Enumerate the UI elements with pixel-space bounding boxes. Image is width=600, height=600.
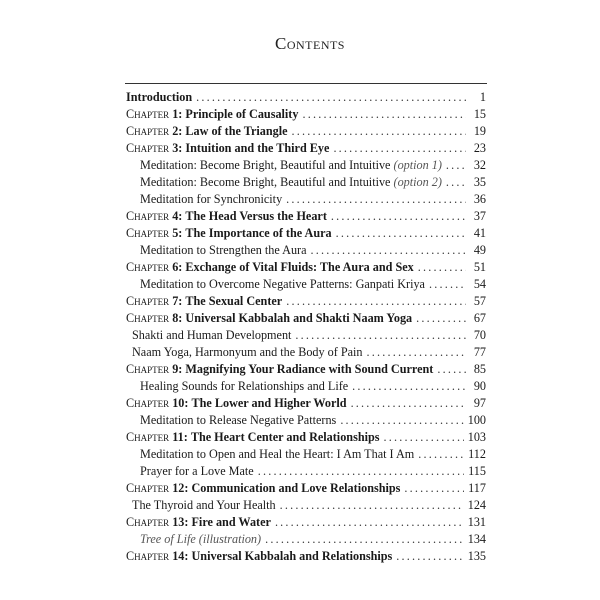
entry-title: Magnifying Your Radiance with Sound Current [185, 362, 434, 376]
entry-label [126, 548, 392, 565]
page-number: 97 [473, 396, 486, 410]
entry-label [126, 310, 412, 327]
table-of-contents [126, 89, 486, 565]
page-number: 37 [473, 209, 486, 223]
toc-entry-chapter[interactable] [126, 429, 486, 446]
page-number: 85 [473, 362, 486, 376]
dot-leader [437, 361, 466, 378]
page-number: 1 [479, 90, 486, 104]
dot-leader [333, 140, 466, 157]
entry-label [140, 446, 414, 463]
chapter-word: Chapter [126, 481, 170, 495]
entry-title: Meditation: Become Bright, Beautiful and Intuitive [140, 158, 391, 172]
page-number: 135 [467, 549, 486, 563]
page-number: 90 [473, 379, 486, 393]
dot-leader [336, 225, 466, 242]
dot-leader [311, 242, 466, 259]
toc-entry[interactable] [126, 463, 486, 480]
dot-leader [340, 412, 463, 429]
entry-title: Meditation for Synchronicity [140, 192, 283, 206]
page-number: 49 [473, 243, 486, 257]
dot-leader [286, 191, 466, 208]
chapter-word: Chapter [126, 107, 170, 121]
toc-entry[interactable] [126, 191, 486, 208]
dot-leader [302, 106, 466, 123]
page-number: 36 [473, 192, 486, 206]
entry-title: Universal Kabbalah and Relationships [191, 549, 393, 563]
dot-leader [418, 446, 464, 463]
dot-leader [295, 327, 466, 344]
chapter-number: 11: [172, 430, 188, 444]
entry-title: Communication and Love Relationships [191, 481, 401, 495]
chapter-number: 2: [172, 124, 183, 138]
toc-entry[interactable] [126, 276, 486, 293]
toc-entry-chapter[interactable] [126, 106, 486, 123]
entry-title: The Sexual Center [185, 294, 283, 308]
entry-label [126, 480, 400, 497]
entry-title: Shakti and Human Development [132, 328, 292, 342]
dot-leader [331, 208, 466, 225]
entry-label [126, 106, 298, 123]
toc-entry-chapter[interactable] [126, 225, 486, 242]
chapter-word: Chapter [126, 226, 170, 240]
page-number: 32 [473, 158, 486, 172]
chapter-number: 1: [172, 107, 183, 121]
entry-label [140, 242, 307, 259]
toc-entry[interactable] [126, 242, 486, 259]
chapter-number: 3: [172, 141, 183, 155]
dot-leader [275, 514, 464, 531]
chapter-word: Chapter [126, 209, 170, 223]
entry-title: Prayer for a Love Mate [140, 464, 254, 478]
toc-entry[interactable] [126, 497, 486, 514]
entry-note: (option 2) [393, 175, 442, 189]
toc-entry-chapter[interactable] [126, 293, 486, 310]
title-rule [125, 83, 487, 84]
chapter-word: Chapter [126, 396, 170, 410]
entry-title: Intuition and the Third Eye [185, 141, 330, 155]
page-number: 57 [473, 294, 486, 308]
entry-title: The Head Versus the Heart [185, 209, 327, 223]
dot-leader [352, 378, 466, 395]
toc-entry[interactable] [126, 446, 486, 463]
chapter-number: 14: [172, 549, 189, 563]
toc-entry[interactable] [126, 531, 486, 548]
chapter-number: 10: [172, 396, 189, 410]
entry-label [126, 514, 271, 531]
entry-label [140, 157, 442, 174]
entry-label [140, 412, 336, 429]
entry-label [126, 225, 332, 242]
toc-entry[interactable] [126, 412, 486, 429]
toc-entry[interactable] [126, 327, 486, 344]
chapter-word: Chapter [126, 311, 170, 325]
chapter-number: 9: [172, 362, 183, 376]
page-number: 41 [473, 226, 486, 240]
chapter-number: 6: [172, 260, 183, 274]
dot-leader [446, 174, 466, 191]
dot-leader [404, 480, 464, 497]
entry-title: The Importance of the Aura [185, 226, 332, 240]
dot-leader [384, 429, 464, 446]
entry-title: Introduction [126, 90, 193, 104]
entry-label [132, 327, 291, 344]
chapter-word: Chapter [126, 124, 170, 138]
entry-label [140, 276, 425, 293]
entry-title: Meditation to Strengthen the Aura [140, 243, 307, 257]
entry-title: The Heart Center and Relationships [190, 430, 380, 444]
chapter-word: Chapter [126, 362, 170, 376]
toc-entry-chapter[interactable] [126, 123, 486, 140]
chapter-number: 5: [172, 226, 183, 240]
page-number: 51 [473, 260, 486, 274]
page-number: 103 [467, 430, 486, 444]
chapter-number: 7: [172, 294, 183, 308]
page-number: 15 [473, 107, 486, 121]
entry-label [126, 361, 433, 378]
entry-title: Meditation to Release Negative Patterns [140, 413, 337, 427]
chapter-number: 8: [172, 311, 183, 325]
chapter-word: Chapter [126, 294, 170, 308]
entry-title: The Thyroid and Your Health [132, 498, 276, 512]
entry-title: Principle of Causality [185, 107, 299, 121]
dot-leader [367, 344, 466, 361]
entry-title: Meditation to Overcome Negative Patterns: Ganpati Kriya [140, 277, 425, 291]
entry-title: Healing Sounds for Relationships and Life [140, 379, 349, 393]
dot-leader [416, 310, 466, 327]
entry-title: Exchange of Vital Fluids: The Aura and Sex [185, 260, 414, 274]
chapter-word: Chapter [126, 260, 170, 274]
entry-label [132, 344, 363, 361]
page-number: 100 [467, 413, 486, 427]
entry-label [126, 123, 288, 140]
entry-label [132, 497, 276, 514]
entry-title: Meditation to Open and Heal the Heart: I Am That I Am [140, 447, 415, 461]
dot-leader [292, 123, 466, 140]
dot-leader [396, 548, 463, 565]
toc-entry[interactable] [126, 157, 486, 174]
dot-leader [351, 395, 466, 412]
chapter-number: 12: [172, 481, 189, 495]
dot-leader [258, 463, 464, 480]
page-number: 19 [473, 124, 486, 138]
toc-entry-chapter[interactable] [126, 140, 486, 157]
entry-label [140, 174, 442, 191]
toc-entry-chapter[interactable] [126, 395, 486, 412]
toc-entry[interactable] [126, 344, 486, 361]
entry-label [126, 140, 329, 157]
entry-label [126, 395, 347, 412]
page-title: Contents [274, 34, 345, 53]
chapter-word: Chapter [126, 515, 170, 529]
entry-label [126, 89, 192, 106]
entry-label [126, 429, 380, 446]
toc-entry[interactable] [126, 89, 486, 106]
page-number: 54 [473, 277, 486, 291]
entry-label [126, 259, 414, 276]
entry-title: Naam Yoga, Harmonyum and the Body of Pain [132, 345, 363, 359]
chapter-word: Chapter [126, 549, 170, 563]
entry-label [126, 208, 327, 225]
toc-entry-chapter[interactable] [126, 514, 486, 531]
entry-label [126, 293, 282, 310]
dot-leader [286, 293, 466, 310]
toc-entry-chapter[interactable] [126, 548, 486, 565]
dot-leader [429, 276, 466, 293]
entry-label [140, 191, 282, 208]
page-number: 35 [473, 175, 486, 189]
page-number: 77 [473, 345, 486, 359]
entry-title: Meditation: Become Bright, Beautiful and Intuitive [140, 175, 391, 189]
chapter-word: Chapter [126, 430, 170, 444]
entry-title: Universal Kabbalah and Shakti Naam Yoga [185, 311, 413, 325]
chapter-number: 4: [172, 209, 183, 223]
page-number: 112 [468, 447, 486, 461]
entry-note: (option 1) [393, 158, 442, 172]
toc-entry[interactable] [126, 174, 486, 191]
toc-entry[interactable] [126, 378, 486, 395]
chapter-word: Chapter [126, 141, 170, 155]
dot-leader [418, 259, 466, 276]
toc-entry-chapter[interactable] [126, 310, 486, 327]
chapter-number: 13: [172, 515, 189, 529]
entry-title: Law of the Triangle [185, 124, 288, 138]
page-number: 67 [473, 311, 486, 325]
page-number: 134 [467, 532, 486, 546]
entry-label [140, 531, 261, 548]
page-number: 115 [468, 464, 486, 478]
page-number: 23 [473, 141, 486, 155]
page-number: 117 [468, 481, 486, 495]
dot-leader [196, 89, 466, 106]
toc-entry-chapter[interactable] [126, 361, 486, 378]
toc-entry-chapter[interactable] [126, 480, 486, 497]
entry-note: Tree of Life (illustration) [140, 532, 262, 546]
entry-label [140, 378, 348, 395]
page-number: 131 [467, 515, 486, 529]
page-number: 124 [467, 498, 486, 512]
toc-entry-chapter[interactable] [126, 208, 486, 225]
page-number: 70 [473, 328, 486, 342]
entry-label [140, 463, 254, 480]
toc-entry-chapter[interactable] [126, 259, 486, 276]
entry-title: Fire and Water [191, 515, 271, 529]
dot-leader [446, 157, 466, 174]
entry-title: The Lower and Higher World [191, 396, 347, 410]
dot-leader [280, 497, 464, 514]
dot-leader [265, 531, 464, 548]
